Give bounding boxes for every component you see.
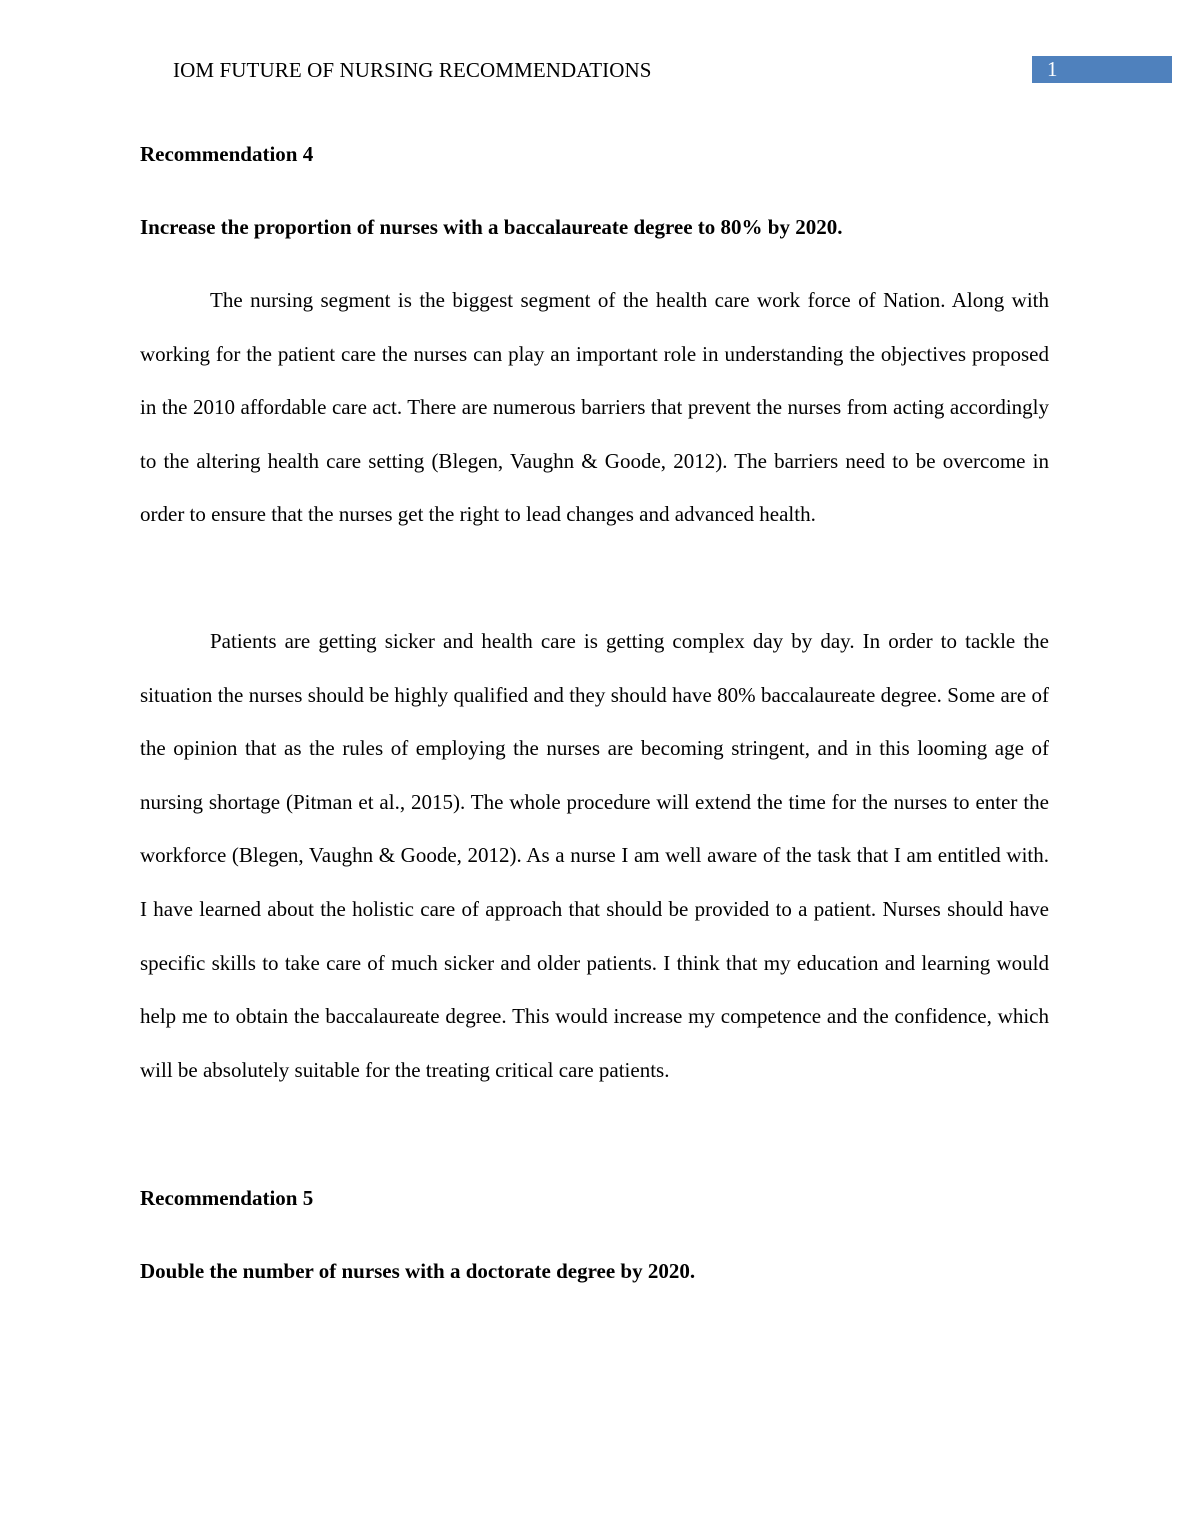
page-number-badge	[1032, 56, 1172, 83]
recommendation-4-paragraph-2: Patients are getting sicker and health care is getting complex day by day. In order to tackle the situation the nurses should be highly qualified and they should have 80% baccalaureate degree. Some are of the opinion that as the rules of employing the nurses are becoming stringent, and in this looming age of nursing shortage (Pitman et al., 2015). The whole procedure will extend the time for the nurses to enter the workforce (Blegen, Vaughn & Goode, 2012). As a nurse I am well aware of the task that I am entitled with. I have learned about the holistic care of approach that should be provided to a patient. Nurses should have specific skills to take care of much sicker and older patients. I think that my education and learning would help me to obtain the baccalaureate degree. This would increase my competence and the confidence, which will be absolutely suitable for the treating critical care patients.	[140, 629, 1049, 1082]
running-header-title: IOM FUTURE OF NURSING RECOMMENDATIONS	[173, 58, 652, 82]
recommendation-5-heading: Recommendation 5	[140, 1186, 314, 1210]
recommendation-4-goal: Increase the proportion of nurses with a baccalaureate degree to 80% by 2020.	[140, 215, 843, 239]
recommendation-4-heading: Recommendation 4	[140, 142, 314, 166]
recommendation-4-paragraph-1: The nursing segment is the biggest segment of the health care work force of Nation. Along with working for the patient care the nurses can play an important role in understanding the objectives proposed in the 2010 affordable care act. There are numerous barriers that prevent the nurses from acting accordingly to the altering health care setting (Blegen, Vaughn & Goode, 2012). The barriers need to be overcome in order to ensure that the nurses get the right to lead changes and advanced health.	[140, 288, 1049, 527]
page-number: 1	[1047, 57, 1058, 81]
recommendation-5-goal: Double the number of nurses with a doctorate degree by 2020.	[140, 1259, 696, 1283]
